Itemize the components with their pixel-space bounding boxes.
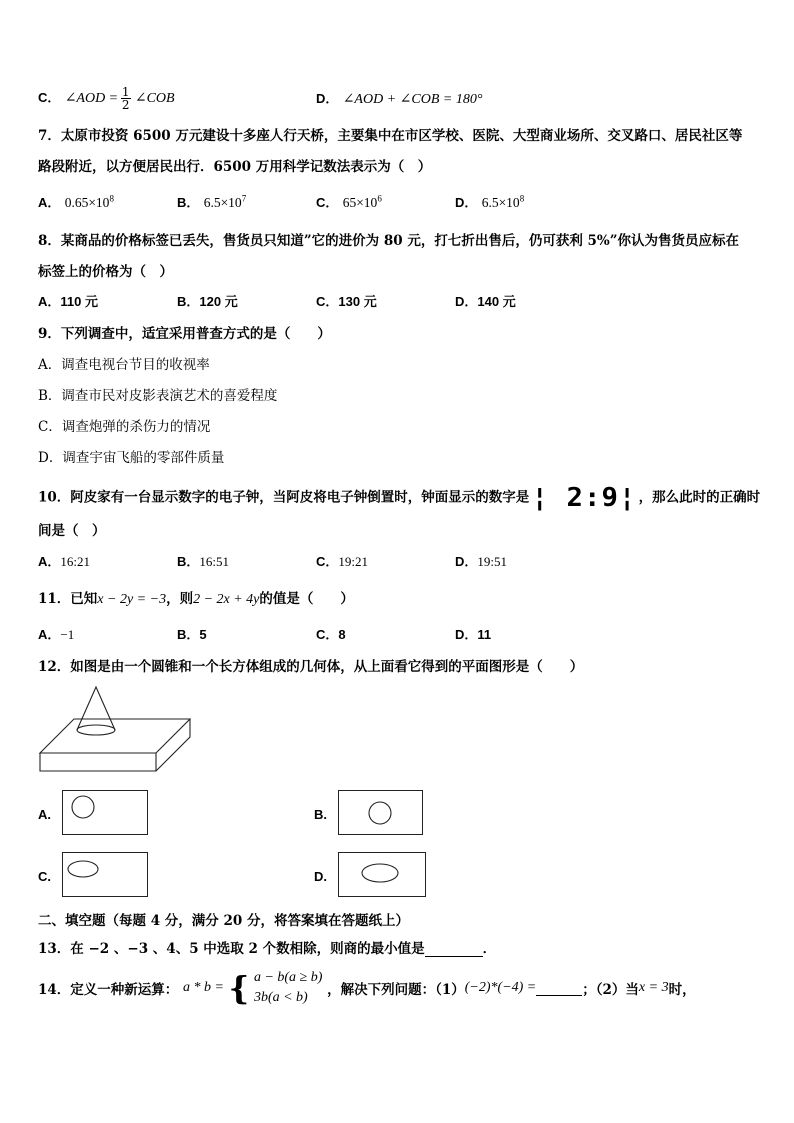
q7-option-d (455, 192, 524, 211)
fraction (121, 86, 131, 111)
option-value: 0.65×10 (64, 195, 110, 210)
option-label: C． (316, 554, 339, 569)
q6-option-d (316, 88, 482, 108)
stem-text: 13．在 −2 、−3 、4、5 中选取 2 个数相除，则商的最小值是 (38, 941, 425, 957)
q9-option-b: B．调查市民对皮影表演艺术的喜爱程度 (38, 388, 278, 404)
stem-text: ，则 (166, 591, 194, 607)
section-title-fill-in: 二、填空题（每题 4 分，满分 20 分，将答案填在答题纸上） (38, 913, 409, 929)
q10-option-c (316, 551, 368, 570)
option-text: 140 元 (477, 294, 516, 309)
option-text: 110 元 (60, 294, 98, 309)
q12-option-b-rectangle (338, 790, 423, 835)
option-label: A． (38, 195, 61, 210)
fraction-denominator: 2 (121, 98, 130, 112)
q6-option-c (38, 86, 175, 111)
math-expression: ∠AOD + ∠COB = 180° (342, 92, 483, 107)
stem-text: ，那么此时的正确时 (638, 489, 761, 506)
q8-stem-line1: 8．某商品的价格标签已丢失，售货员只知道”它的进价为 80 元，打七折出售后，仍可获利 5%”你认为售货员应标在 (38, 233, 740, 249)
option-text: 5 (199, 627, 207, 642)
stem-text: ． (482, 941, 497, 957)
option-label: C． (316, 627, 339, 642)
exponent: 8 (109, 193, 114, 204)
answer-blank[interactable] (425, 942, 483, 957)
case-1: a − b(a ≥ b) (253, 970, 323, 985)
q8-option-a (38, 291, 98, 310)
option-text: 120 元 (199, 294, 238, 309)
q8-option-b (177, 291, 238, 310)
q12-option-d-rectangle (338, 852, 426, 897)
q7-stem-line1: 7．太原市投资 6500 万元建设十多座人行天桥，主要集中在市区学校、医院、大型商业场所、交叉路口、居民社区等 (38, 128, 743, 144)
q11-option-b (177, 624, 207, 643)
exponent: 7 (241, 193, 247, 204)
math-expression: x = 3 (638, 980, 669, 995)
exponent: 6 (377, 193, 382, 204)
math-expression: ∠AOD (64, 91, 106, 106)
q9-stem: 9．下列调查中，适宜采用普查方式的是（ ） (38, 326, 331, 342)
q8-option-c (316, 291, 377, 310)
stem-text: 的值是（ ） (259, 591, 354, 607)
option-value: 6.5×10 (481, 195, 520, 210)
exponent: 8 (519, 193, 525, 204)
q7-option-c (316, 192, 382, 211)
option-text: 19:21 (338, 554, 369, 569)
q12-option-c-rectangle (62, 852, 148, 897)
option-text: 16:51 (199, 554, 230, 569)
cone-base-ellipse (77, 725, 115, 735)
math-expression: 2 − 2x + 4y (193, 592, 260, 607)
q10-option-a (38, 551, 90, 570)
math-expression: ∠COB (134, 91, 175, 106)
q12-stem: 12．如图是由一个圆锥和一个长方体组成的几何体，从上面看它得到的平面图形是（ ） (38, 659, 584, 675)
option-value: 6.5×10 (203, 195, 242, 210)
option-text: 16:21 (60, 554, 91, 569)
cone-on-cuboid-figure (36, 685, 194, 777)
option-label: B． (177, 627, 200, 642)
q11-option-a (38, 624, 74, 643)
option-label: A． (38, 554, 61, 569)
q12-option-a-rectangle (62, 790, 148, 835)
equals-sign: = (109, 91, 121, 106)
circle-shape (63, 791, 147, 834)
q12-option-b-label: B. (314, 807, 327, 822)
q9-option-a: A．调查电视台节目的收视率 (38, 357, 210, 373)
cuboid-right-face (156, 719, 190, 771)
option-text: −1 (60, 627, 75, 642)
cone-sides (77, 687, 115, 730)
option-label: B． (177, 195, 200, 210)
q8-option-d (455, 291, 516, 310)
option-text: 130 元 (338, 294, 377, 309)
q11-option-c (316, 624, 346, 643)
option-label: B． (177, 294, 200, 309)
q10-option-d (455, 551, 507, 570)
stem-text: 时， (668, 982, 696, 998)
stem-text: 11．已知 (38, 591, 98, 607)
circle-shape (339, 791, 422, 834)
ellipse-shape (63, 853, 147, 896)
option-value: 65×10 (342, 195, 378, 210)
stem-text: 14．定义一种新运算： (38, 982, 179, 998)
option-label: C． (316, 195, 339, 210)
ellipse-shape (339, 853, 425, 896)
q7-option-a (38, 192, 114, 211)
option-label: A． (38, 294, 61, 309)
option-label: A． (38, 627, 61, 642)
answer-blank[interactable] (536, 981, 582, 996)
q12-option-a-label: A. (38, 807, 51, 822)
option-text: 8 (338, 627, 346, 642)
option-label: C． (316, 294, 339, 309)
q13-stem (38, 937, 496, 957)
option-label: D． (455, 554, 478, 569)
option-text: 19:51 (477, 554, 508, 569)
case-2: 3b(a < b) (253, 990, 308, 1005)
fraction-numerator: 1 (121, 85, 130, 99)
left-brace: { (228, 969, 250, 1007)
math-expression: (−2)*(−4) = (464, 980, 537, 995)
q12-option-d-label: D. (314, 869, 327, 884)
q10-stem-line2: 间是（ ） (38, 523, 106, 539)
cuboid-top-face (40, 719, 190, 753)
q11-option-d (455, 624, 491, 643)
option-label: D． (316, 91, 339, 106)
piecewise-cases (254, 968, 322, 1008)
option-label: D． (455, 294, 478, 309)
math-expression: x − 2y = −3 (97, 592, 167, 607)
stem-text: ；（2）当 (582, 982, 639, 998)
option-label: C． (38, 90, 61, 105)
stem-text: 10．阿皮家有一台显示数字的电子钟，当阿皮将电子钟倒置时，钟面显示的数字是 (38, 489, 530, 506)
q7-stem-line2: 路段附近，以方便居民出行．6500 万用科学记数法表示为（ ） (38, 159, 432, 175)
stem-text: ，解决下列问题：（1） (327, 982, 465, 998)
option-label: B． (177, 554, 200, 569)
digital-clock-display: ¦ 2:9¦ (531, 483, 637, 513)
q7-option-b (177, 192, 246, 211)
q14-stem (38, 968, 696, 1008)
q10-stem-line1 (38, 483, 760, 513)
cuboid-front-face (40, 753, 156, 771)
option-text: 11 (477, 627, 492, 642)
q11-stem (38, 587, 354, 608)
q12-option-c-label: C. (38, 869, 51, 884)
q10-option-b (177, 551, 229, 570)
q8-stem-line2: 标签上的价格为（ ） (38, 264, 173, 280)
option-label: D． (455, 627, 478, 642)
option-label: D． (455, 195, 478, 210)
math-expression: a * b = (183, 980, 224, 995)
q9-option-c: C．调查炮弹的杀伤力的情况 (38, 419, 211, 435)
q9-option-d: D．调查宇宙飞船的零部件质量 (38, 450, 225, 466)
